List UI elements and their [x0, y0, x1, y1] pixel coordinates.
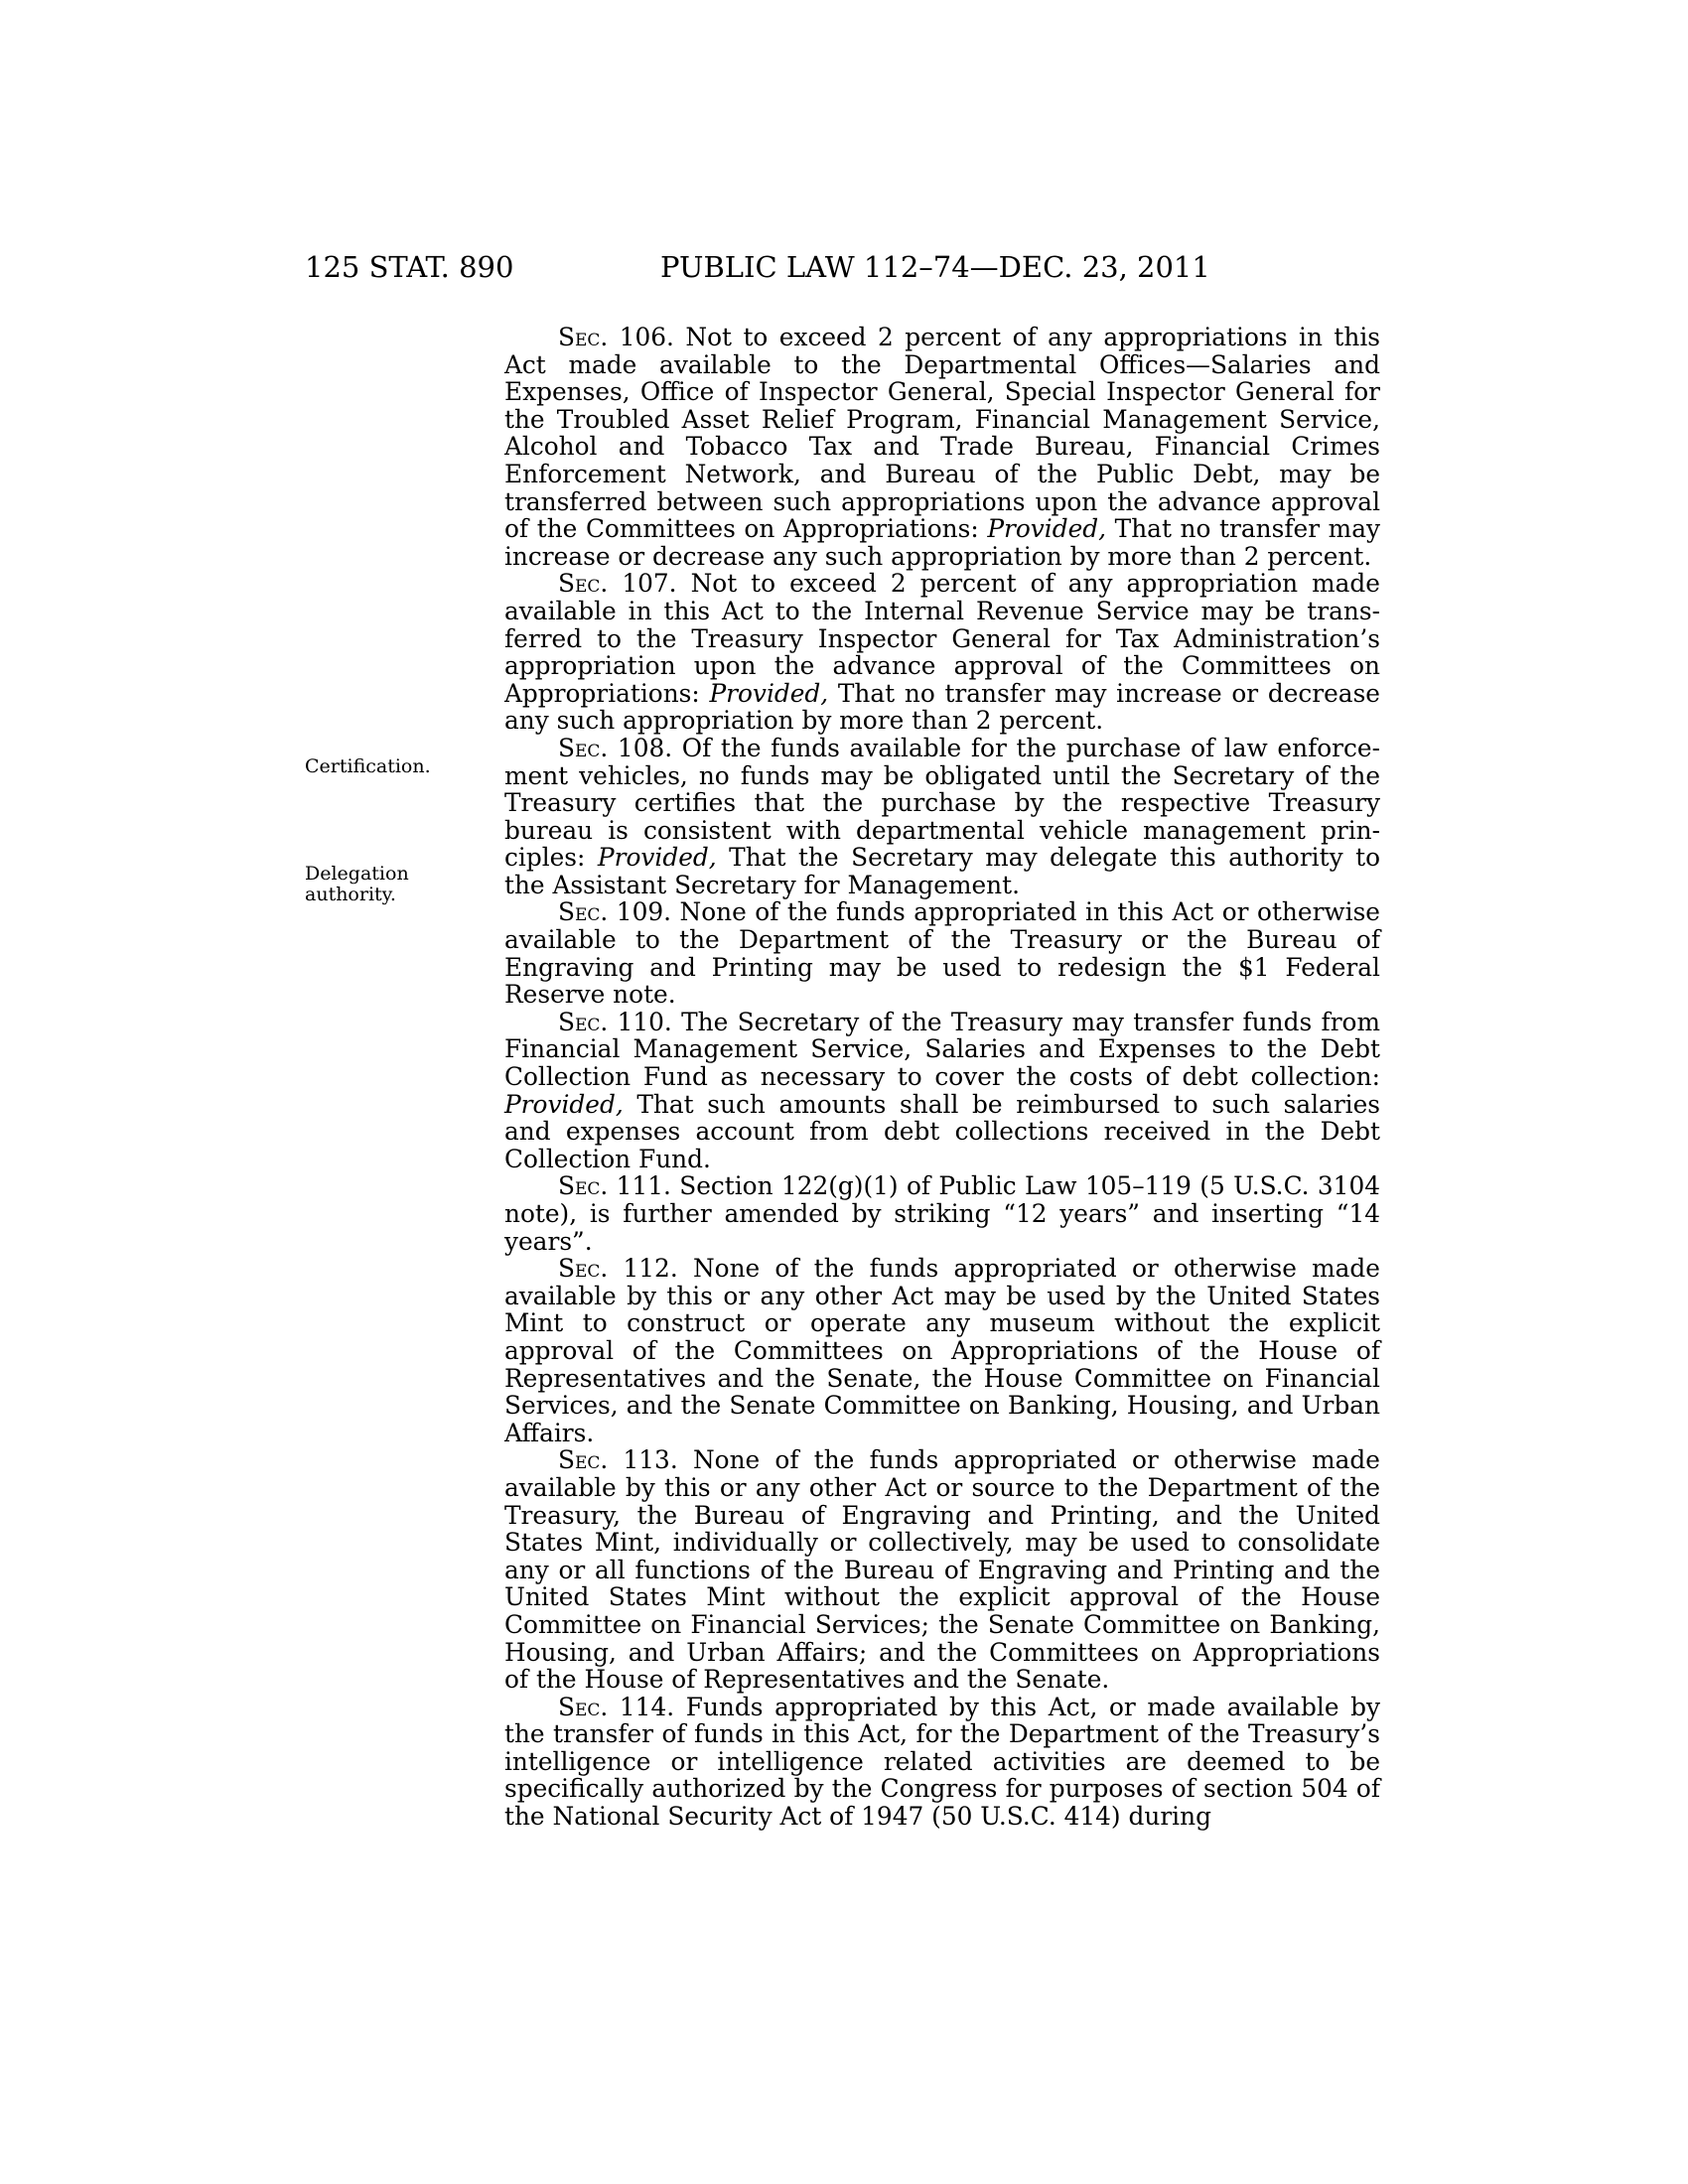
section-label: Sec. 114.	[558, 1692, 675, 1721]
margin-note-certification: Certification.	[305, 755, 431, 777]
section-114: Sec. 114. Funds appropriated by this Act, or made available by the transfer of funds in this Act, for the Department of the Treasury’s intelligence or intelligence related activities are deemed to be specifically authorized by the Congress for purposes of section 504 of the National Security Act of 1947 (50 U.S.C. 414) during	[504, 1692, 1380, 1832]
section-108: Sec. 108. Of the funds available for the purchase of law enforcement vehicles, no funds may be obligated until the Secretary of the Treasury certifies that the purchase by the respective Treasury bureau is consistent with departmental vehicle management principles: Provided, That the Secretary may delegate this authority to the Assistant Secretary for Management.	[504, 733, 1380, 899]
margin-note-delegation: Delegation authority.	[305, 863, 409, 905]
section-106: Sec. 106. Not to exceed 2 percent of any appropriations in this Act made available to the Departmental Offices—Salaries and Expenses, Office of Inspector General, Special Inspector General for the Troubled Asset Relief Program, Financial Management Service, Alcohol and Tobacco Tax and Trade Bureau, Financial Crimes Enforcement Network, and Bureau of the Public Debt, may be transferred between such appropriations upon the advance approval of the Committees on Appropriations: Provided, That no transfer may increase or decrease any such appropriation by more than 2 percent.	[504, 323, 1380, 571]
section-label: Sec. 108.	[558, 733, 673, 762]
section-110: Sec. 110. The Secretary of the Treasury may transfer funds from Financial Management Service, Salaries and Expenses to the Debt Collection Fund as necessary to cover the costs of debt collection: Provided, That such amounts shall be reimbursed to such salaries and expenses account from debt collections received in the Debt Collection Fund.	[504, 1007, 1380, 1173]
section-label: Sec. 112.	[558, 1254, 678, 1284]
section-label: Sec. 107.	[558, 569, 677, 599]
provided-clause: Provided,	[504, 1089, 624, 1119]
section-109: Sec. 109. None of the funds appropriated in this Act or otherwise available to the Department of the Treasury or the Bureau of Engraving and Printing may be used to redesign the $1 Federal Reserve note.	[504, 897, 1380, 1010]
section-113: Sec. 113. None of the funds appropriated or otherwise made available by this or any other Act or source to the Department of the Treasury, the Bureau of Engraving and Printing, and the United States Mint, individually or collectively, may be used to consolidate any or all functions of the Bureau of Engraving and Printing and the United States Mint without the explicit approval of the House Committee on Financial Services; the Senate Committee on Banking, Housing, and Urban Affairs; and the Committees on Appropriations of the House of Representatives and the Senate.	[504, 1445, 1380, 1695]
section-107: Sec. 107. Not to exceed 2 percent of any appropriation made available in this Act to the Internal Revenue Service may be transferred to the Treasury Inspector General for Tax Administration’s appropriation upon the advance approval of the Committees on Appropriations: Provided, That no transfer may increase or decrease any such appropriation by more than 2 percent.	[504, 569, 1380, 736]
running-head: PUBLIC LAW 112–74—DEC. 23, 2011	[660, 250, 1210, 284]
section-label: Sec. 113.	[558, 1445, 678, 1475]
page-stat-reference: 125 STAT. 890	[305, 250, 514, 284]
provided-clause: Provided,	[709, 678, 829, 708]
provided-clause: Provided,	[987, 514, 1107, 544]
section-112: Sec. 112. None of the funds appropriated or otherwise made available by this or any other Act may be used by the United States Mint to construct or operate any museum without the explicit approval of the Committees on Appropriations of the House of Representatives and the Senate, the House Committee on Financial Services, and the Senate Committee on Banking, Housing, and Urban Affairs.	[504, 1254, 1380, 1447]
section-label: Sec. 111.	[558, 1171, 671, 1201]
section-label: Sec. 106.	[558, 323, 674, 351]
provided-clause: Provided,	[597, 843, 717, 873]
section-111: Sec. 111. Section 122(g)(1) of Public Law 105–119 (5 U.S.C. 3104 note), is further amended by striking “12 years” and inserting “14 years”.	[504, 1171, 1380, 1256]
section-label: Sec. 109.	[558, 897, 671, 927]
section-label: Sec. 110.	[558, 1007, 672, 1036]
statute-body	[504, 324, 1380, 1831]
